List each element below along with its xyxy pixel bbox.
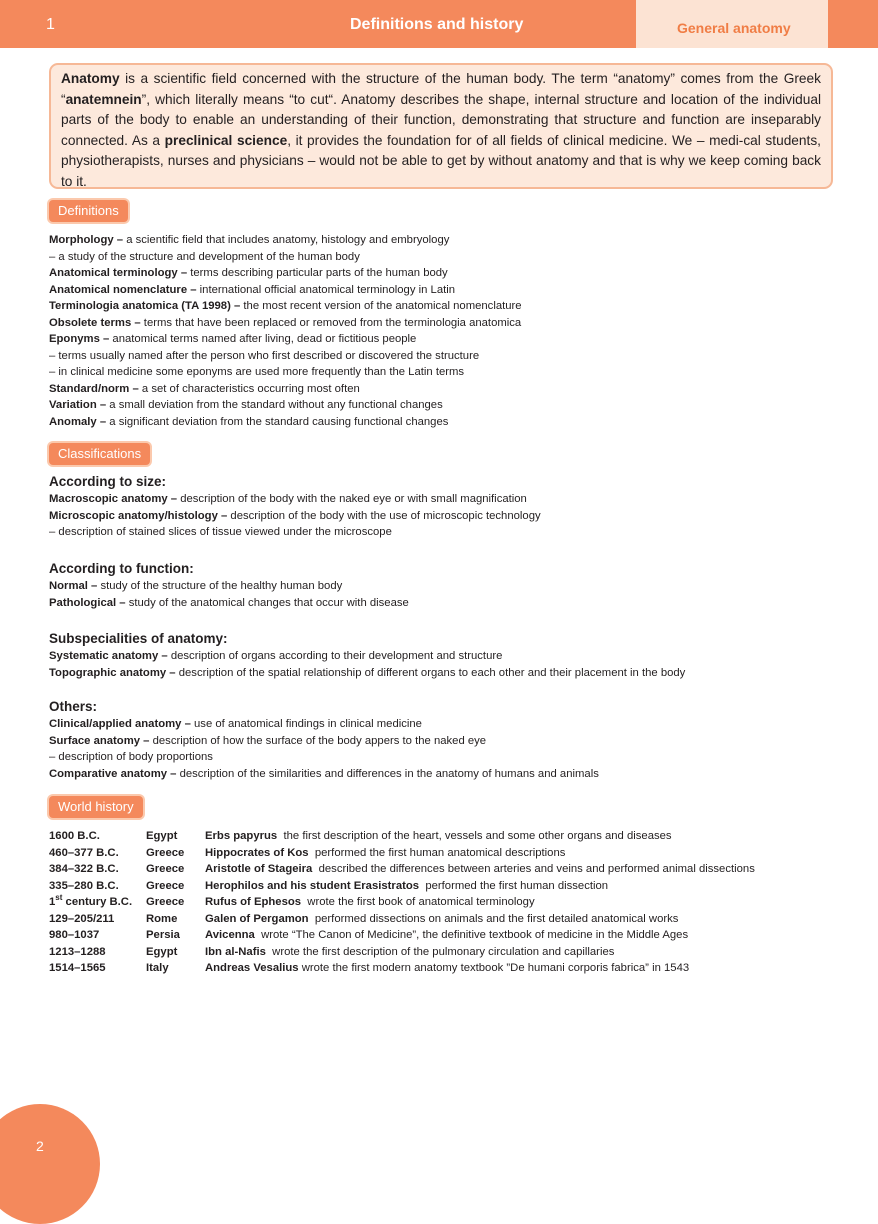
definition-text: the most recent version of the anatomical nomenclature [240,300,522,312]
history-date [49,845,146,862]
history-person: Rufus of Ephesos [205,896,302,908]
history-date-text: 1 [49,896,56,908]
history-person: Erbs papyrus [205,830,278,842]
ordinal-suffix: st [55,893,63,903]
history-description: performed dissections on animals and the first detailed anatomical works [308,912,679,925]
definition-line [49,265,522,282]
definition-text: terms describing particular parts of the human body [187,267,448,279]
history-date [49,944,146,961]
history-place: Persia [146,929,180,941]
history-row [49,861,755,878]
size-list [49,491,541,541]
definition-text: description of the spatial relationship of different organs to each other and their placement in the body [175,666,686,679]
history-person: Galen of Pergamon [205,912,309,925]
definition-term: Standard/norm – [49,382,139,395]
page-header [0,0,878,48]
definition-line [49,578,409,595]
definition-line [49,595,409,612]
definition-term: Obsolete terms – [49,316,141,329]
definition-text: – description of body proportions [49,751,213,763]
definition-line [49,381,522,398]
history-date-text: 129–205/211 [49,912,115,925]
history-row [49,911,755,928]
history-place: Greece [146,879,185,892]
history-person: Avicenna [205,929,255,941]
definition-term: Topographic anatomy – [49,666,176,679]
definition-line [49,648,685,665]
definition-text: – a study of the structure and development of the human body [49,250,360,263]
page-number: 2 [36,1138,44,1154]
history-date [49,861,146,878]
intro-paragraph [61,69,821,193]
definition-text: description of the body with the naked eye or with small magnification [177,493,527,505]
definition-line [49,249,522,266]
history-description: the first description of the heart, vessels and some other organs and diseases [277,830,672,842]
history-row [49,878,755,895]
history-event [205,845,565,862]
world-history-label: World history [49,796,143,818]
history-date-text: 980–1037 [49,929,100,941]
definition-text: description of the body with the use of microscopic technology [227,509,541,522]
history-date [49,911,146,928]
history-place: Greece [146,863,185,875]
definition-text: study of the structure of the healthy human body [97,580,343,592]
group-heading: Subspecialities of anatomy: [49,631,228,646]
intro-text: , it provides the foundation for of all fields of clinical medicine. We – medi-cal students, physiotherapists, nurses and physicians – would not be able to get by without anatomy and that is why we keep coming back to it. [61,132,821,189]
definition-text: – description of stained slices of tissue viewed under the microscope [49,526,392,538]
history-event [205,944,614,961]
history-person: Aristotle of Stageira [205,863,313,875]
history-date-text: 384–322 B.C. [49,863,119,875]
definition-line [49,282,522,299]
intro-keyword: preclinical science [164,132,288,148]
definition-text: a small deviation from the standard without any functional changes [106,399,443,411]
definition-text: – terms usually named after the person who first described or discovered the structure [49,349,480,362]
history-event [205,927,688,944]
history-place: Egypt [146,945,178,958]
definition-text: a set of characteristics occurring most often [138,382,360,395]
definition-text: international official anatomical terminology in Latin [196,283,456,296]
definition-term: Terminologia anatomica (TA 1998) – [49,300,241,312]
definition-line [49,524,541,541]
definition-line [49,716,599,733]
definition-line [49,364,522,381]
history-date-text: 1600 B.C. [49,830,100,842]
history-date-text: 460–377 B.C. [49,846,119,859]
section-tab [636,0,828,48]
group-heading: According to size: [49,474,167,489]
history-description: wrote “The Canon of Medicine”, the definitive textbook of medicine in the Middle Ages [254,929,689,941]
history-description: performed the first human dissection [419,879,609,892]
history-date-text: 335–280 B.C. [49,879,119,892]
definition-text: study of the anatomical changes that occur with disease [125,596,409,609]
definition-term: Surface anatomy – [49,734,150,747]
history-event [205,861,755,878]
definition-term: Variation – [49,399,107,411]
definition-term: Pathological – [49,596,126,609]
definition-line [49,298,522,315]
history-row [49,828,755,845]
definition-line [49,508,541,525]
footer-circle [0,1104,100,1224]
definition-text: description of the similarities and differences in the anatomy of humans and animals [176,767,599,780]
definition-text: description of how the surface of the body appers to the naked eye [149,734,487,747]
intro-box [49,63,833,189]
definition-line [49,749,599,766]
group-heading: According to function: [49,561,194,576]
definitions-label: Definitions [49,200,128,222]
definitions-list [49,232,522,430]
definition-text: a significant deviation from the standard causing functional changes [106,415,449,428]
history-date-text: 1213–1288 [49,945,106,958]
definition-text: anatomical terms named after living, dead or fictitious people [109,333,417,345]
history-description: wrote the first modern anatomy textbook ”De humani corporis fabrica” in 1543 [298,962,690,974]
history-date [49,878,146,895]
definition-text: terms that have been replaced or removed from the terminologia anatomica [140,316,522,329]
history-person: Andreas Vesalius [205,962,299,974]
history-person: Ibn al-Nafis [205,945,266,958]
definition-term: Anomaly – [49,415,107,428]
history-description: performed the first human anatomical descriptions [308,846,566,859]
history-date [49,927,146,944]
others-list [49,716,599,782]
definition-line [49,766,599,783]
definition-text: use of anatomical findings in clinical medicine [190,718,422,730]
definition-line [49,348,522,365]
history-place: Egypt [146,830,178,842]
definition-term: Comparative anatomy – [49,767,177,780]
definition-term: Macroscopic anatomy – [49,493,178,505]
definition-term: Anatomical nomenclature – [49,283,197,296]
definition-text: – in clinical medicine some eponyms are used more frequently than the Latin terms [49,366,465,378]
definition-line [49,397,522,414]
intro-text: is a scientific field concerned with the structure of the human body. The term “anatomy” comes from the Greek “ [61,71,821,107]
history-row [49,845,755,862]
definition-text: description of organs according to their development and structure [167,650,503,662]
definition-line [49,491,541,508]
intro-text: ”, which literally means “to cut“. Anatomy describes the shape, internal structure and location of the individual parts of the body to enable an understanding of their function, demonstrating that structure and function are inseparably connected. As a [61,91,821,148]
history-row [49,944,755,961]
intro-keyword: Anatomy [61,71,120,86]
history-date [49,960,146,977]
history-table [49,828,755,977]
history-event [205,960,689,977]
history-event [205,894,535,911]
history-description: described the differences between arteries and veins and performed animal dissections [312,863,755,875]
definition-term: Eponyms – [49,333,110,345]
history-row [49,894,755,911]
history-place: Greece [146,846,185,859]
history-place: Italy [146,962,169,974]
subspecialities-list [49,648,685,681]
history-person: Hippocrates of Kos [205,846,309,859]
history-date [49,828,146,845]
history-date-text: 1514–1565 [49,962,106,974]
history-row [49,960,755,977]
definition-line [49,315,522,332]
history-date-rest: century B.C. [62,896,133,908]
history-event [205,828,672,845]
definition-term: Morphology – [49,234,124,246]
classifications-label: Classifications [49,443,150,465]
definition-term: Anatomical terminology – [49,267,188,279]
chapter-title: Definitions and history [350,16,524,33]
definition-term: Normal – [49,580,98,592]
history-person: Herophilos and his student Erasistratos [205,879,420,892]
definition-line [49,331,522,348]
definition-text: a scientific field that includes anatomy, histology and embryology [123,234,450,246]
definition-line [49,733,599,750]
definition-term: Systematic anatomy – [49,650,168,662]
definition-term: Clinical/applied anatomy – [49,718,191,730]
definition-line [49,414,522,431]
history-event [205,911,678,928]
history-description: wrote the first description of the pulmonary circulation and capillaries [265,945,615,958]
definition-line [49,665,685,682]
section-tab-label: General anatomy [677,20,791,36]
definition-line [49,232,522,249]
group-heading: Others: [49,699,98,714]
intro-keyword: anatemnein [65,91,142,107]
history-place: Greece [146,896,185,908]
chapter-number: 1 [46,16,55,33]
history-row [49,927,755,944]
function-list [49,578,409,611]
history-place: Rome [146,912,178,925]
history-date [49,894,146,911]
history-description: wrote the first book of anatomical terminology [301,896,535,908]
history-event [205,878,608,895]
definition-term: Microscopic anatomy/histology – [49,509,228,522]
